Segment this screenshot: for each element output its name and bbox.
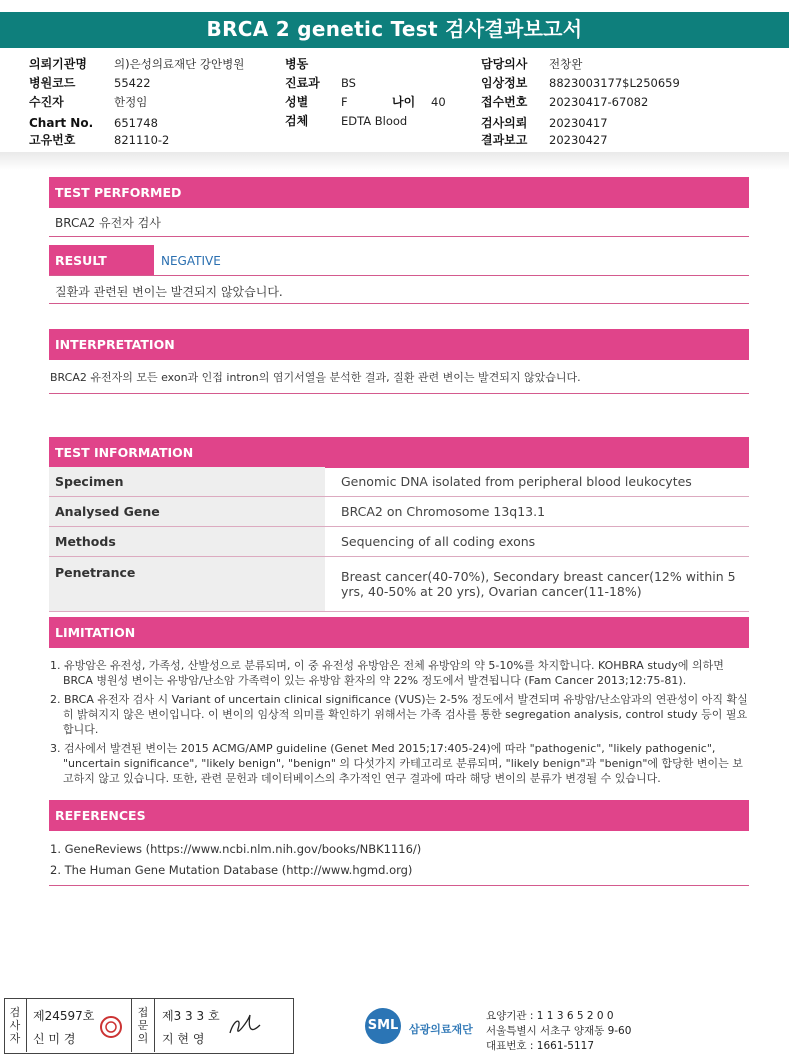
examiner-license: 제24597호 bbox=[33, 1009, 95, 1023]
clinical-info-label: 임상정보 bbox=[481, 76, 528, 90]
table-row bbox=[49, 497, 749, 527]
result-text: 질환과 관련된 변이는 발견되지 않았습니다. bbox=[55, 285, 283, 299]
divider bbox=[154, 998, 155, 1052]
limitation-heading: LIMITATION bbox=[49, 617, 749, 648]
approver-name: 지 현 영 bbox=[162, 1032, 205, 1046]
sex-label: 성별 bbox=[285, 95, 309, 109]
agency-number: 요양기관 : 1 1 3 6 5 2 0 0 bbox=[486, 1010, 614, 1022]
report-date-label: 결과보고 bbox=[481, 133, 528, 147]
specimen-label: 검체 bbox=[285, 114, 309, 128]
signature-icon bbox=[224, 1011, 264, 1043]
test-information-heading: TEST INFORMATION bbox=[49, 437, 749, 468]
interpretation-heading: INTERPRETATION bbox=[49, 329, 749, 360]
receipt-no-label: 접수번호 bbox=[481, 95, 528, 109]
result-heading: RESULT bbox=[49, 245, 154, 276]
institution-label: 의뢰기관명 bbox=[29, 57, 87, 71]
sex-value: F bbox=[341, 95, 348, 109]
chart-value: 651748 bbox=[114, 116, 158, 130]
divider bbox=[49, 236, 749, 237]
divider bbox=[49, 303, 749, 304]
list-item: 3. 검사에서 발견된 변이는 2015 ACMG/AMP guideline (Genet Med 2015;17:405-24)에 따라 "pathogenic", "likely pathogenic", "uncertain significance", "likely benign", "benign" 의 다섯가지 카테고리로 분류되며, "likely benign"과 "benign"에 합당한 변이는 보고하지 않고 있습니다. 또한, 관련 문헌과 데이터베이스의 추가적인 연구 결과에 따라 해당 변이의 분류가 변경될 수 있습니다. bbox=[50, 742, 743, 785]
references-heading: REFERENCES bbox=[49, 800, 749, 831]
penetrance-key: Penetrance bbox=[49, 557, 325, 612]
hospital-code-label: 병원코드 bbox=[29, 76, 76, 90]
dept-label: 진료과 bbox=[285, 76, 320, 90]
list-item: 1. 유방암은 유전성, 가족성, 산발성으로 분류되며, 이 중 유전성 유방암은 전체 유방암의 약 5-10%를 차지합니다. KOHBRA study에 의하면 BRCA 병원성 변이는 유방암/난소암 가족력이 있는 유방암 환자의 약 22% 정도에서 발견됩니다 (Fam Cancer 2013;12:75-81). bbox=[50, 659, 724, 687]
penetrance-value: Breast cancer(40-70%), Secondary breast cancer(12% within 5 yrs, 40-50% at 20 yrs), Ovarian cancer(11-18%) bbox=[325, 557, 749, 612]
references-list bbox=[50, 839, 421, 881]
title-underline bbox=[0, 46, 789, 48]
org-phone: 대표번호 : 1661-5117 bbox=[486, 1040, 595, 1052]
unique-no-label: 고유번호 bbox=[29, 133, 76, 147]
receipt-no-value: 20230417-67082 bbox=[549, 95, 649, 109]
list-item: 2. BRCA 유전자 검사 시 Variant of uncertain clinical significance (VUS)는 2-5% 정도에서 발견되며 유방암/난소암과의 연관성이 아직 확실히 밝혀지지 않은 변이입니다. 이 변이의 임상적 의미를 확인하기 위해서는 가족 검사를 통한 segregation analysis, control study 등이 필요합니다. bbox=[50, 693, 748, 736]
sml-logo-icon: SML bbox=[365, 1008, 401, 1044]
report-footer bbox=[0, 995, 789, 1064]
list-item: 1. GeneReviews (https://www.ncbi.nlm.nih.gov/books/NBK1116/) bbox=[50, 842, 422, 856]
specimen-value: Genomic DNA isolated from peripheral blood leukocytes bbox=[325, 467, 749, 497]
report-title: BRCA 2 genetic Test 검사결과보고서 bbox=[0, 12, 789, 46]
divider bbox=[49, 275, 749, 276]
age-value: 40 bbox=[431, 95, 446, 109]
ward-label: 병동 bbox=[285, 57, 309, 71]
request-date-label: 검사의뢰 bbox=[481, 116, 528, 130]
analysed-gene-key: Analysed Gene bbox=[49, 497, 325, 527]
org-address: 서울특별시 서초구 양재동 9-60 bbox=[486, 1025, 632, 1037]
test-information-table bbox=[49, 467, 749, 612]
request-date-value: 20230417 bbox=[549, 116, 608, 130]
analysed-gene-value: BRCA2 on Chromosome 13q13.1 bbox=[325, 497, 749, 527]
methods-key: Methods bbox=[49, 527, 325, 557]
clinical-info-value: 8823003177$L250659 bbox=[549, 76, 680, 90]
test-performed-text: BRCA2 유전자 검사 bbox=[55, 216, 161, 230]
examiner-label: 검사자 bbox=[9, 1006, 21, 1045]
examiner-name: 신 미 경 bbox=[33, 1032, 76, 1046]
divider bbox=[131, 998, 132, 1052]
org-name: 삼광의료재단 bbox=[409, 1023, 473, 1036]
divider bbox=[26, 998, 27, 1052]
table-row bbox=[49, 467, 749, 497]
patient-value: 한정임 bbox=[114, 95, 148, 109]
chart-label: Chart No. bbox=[29, 116, 94, 130]
approver-label: 접문의 bbox=[137, 1006, 149, 1045]
table-row bbox=[49, 557, 749, 612]
unique-no-value: 821110-2 bbox=[114, 133, 170, 147]
dept-value: BS bbox=[341, 76, 356, 90]
test-performed-heading: TEST PERFORMED bbox=[49, 177, 749, 208]
limitation-list bbox=[50, 658, 750, 790]
patient-label: 수진자 bbox=[29, 95, 64, 109]
examiner-seal-icon bbox=[99, 1015, 123, 1039]
interpretation-text: BRCA2 유전자의 모든 exon과 인접 intron의 염기서열을 분석한 결과, 질환 관련 변이는 발견되지 않았습니다. bbox=[50, 371, 581, 384]
list-item: 2. The Human Gene Mutation Database (http://www.hgmd.org) bbox=[50, 863, 413, 877]
header-divider bbox=[0, 152, 789, 170]
result-value: NEGATIVE bbox=[161, 254, 221, 268]
specimen-key: Specimen bbox=[49, 467, 325, 497]
divider bbox=[49, 885, 749, 886]
age-label: 나이 bbox=[392, 95, 416, 109]
table-row bbox=[49, 527, 749, 557]
doctor-label: 담당의사 bbox=[481, 57, 528, 71]
divider bbox=[49, 393, 749, 394]
doctor-value: 전창완 bbox=[549, 57, 583, 71]
hospital-code-value: 55422 bbox=[114, 76, 151, 90]
approver-license: 제3 3 3 호 bbox=[162, 1009, 220, 1023]
report-date-value: 20230427 bbox=[549, 133, 608, 147]
methods-value: Sequencing of all coding exons bbox=[325, 527, 749, 557]
specimen-value: EDTA Blood bbox=[341, 114, 408, 128]
institution-value: 의)은성의료재단 강안병원 bbox=[114, 57, 245, 71]
